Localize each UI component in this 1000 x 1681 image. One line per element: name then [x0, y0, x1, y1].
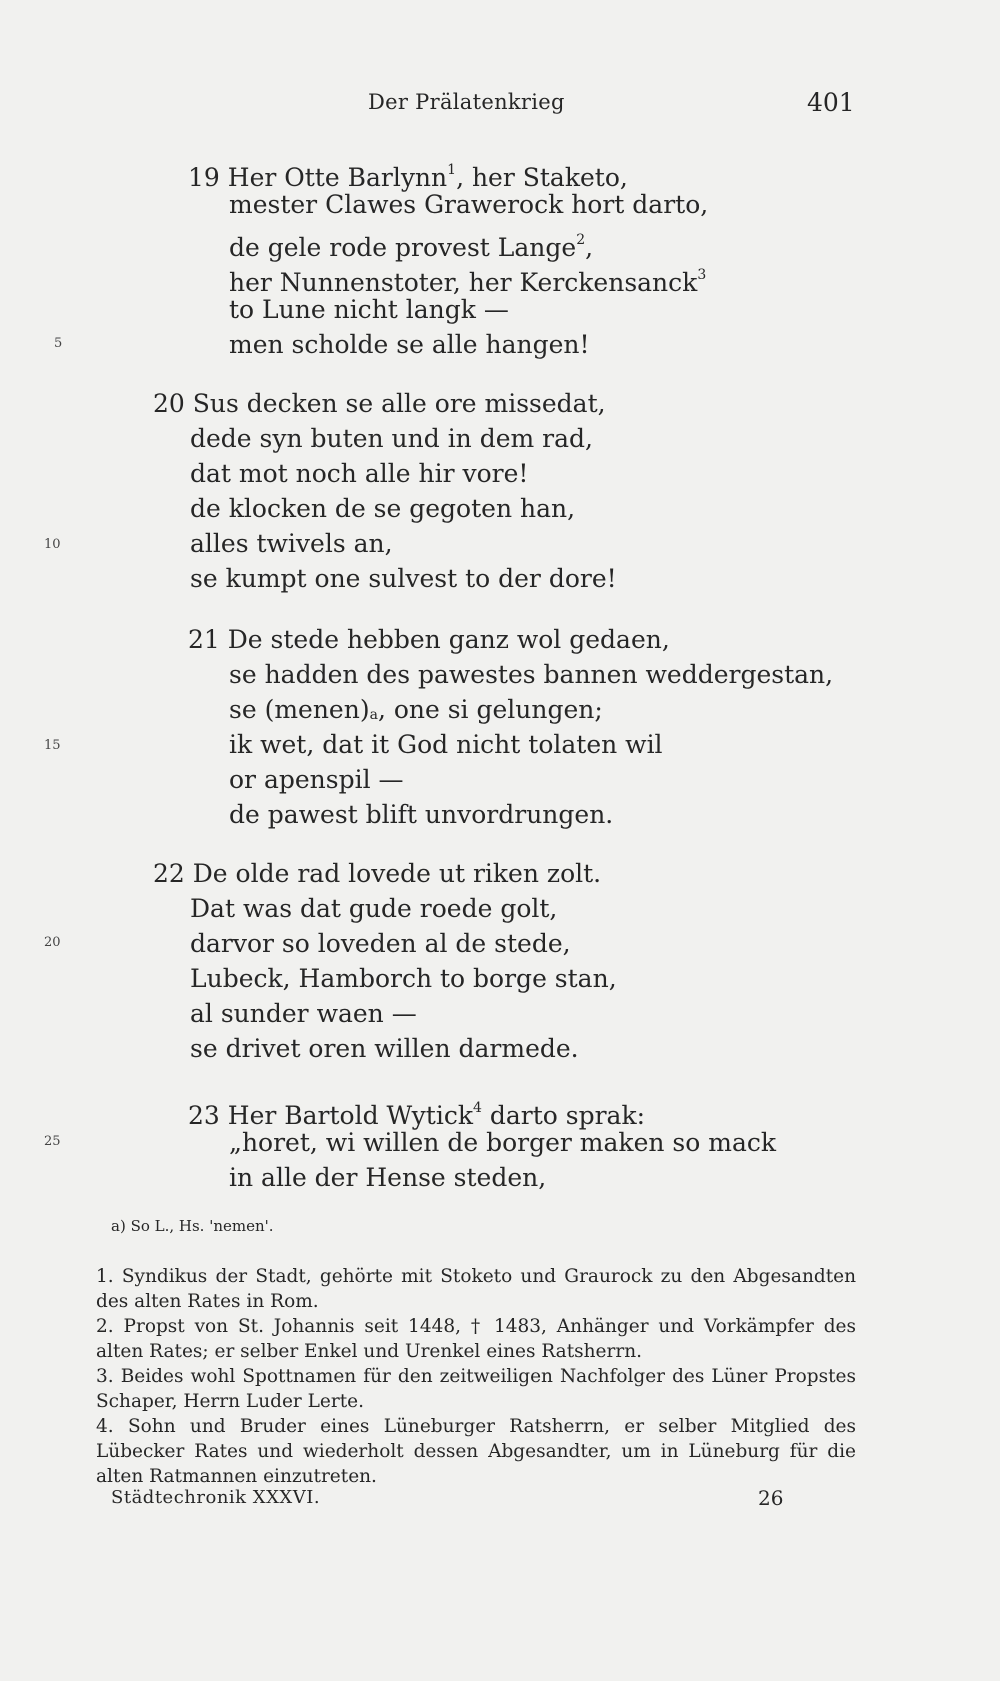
textual-note-ref: a: [369, 707, 378, 723]
verse-line: se drivet oren willen darmede.: [190, 1034, 579, 1063]
verse-line: se kumpt one sulvest to der dore!: [190, 564, 617, 593]
verse-line: 23 Her Bartold Wytick$^4$ darto sprak:: [188, 1091, 645, 1133]
footnote-4: 4. Sohn und Bruder eines Lüneburger Ratsherrn, er selber Mitglied des Lübecker Rates und wiederholt dessen Abgesandter, um in Lüneburg für die alten Ratmannen einzutreten.: [96, 1416, 856, 1487]
printer-signature: Städtechronik XXXVI.: [111, 1487, 321, 1508]
footnote-3: 3. Beides wohl Spottnamen für den zeitweiligen Nachfolger des Lüner Propstes Schaper, Herrn Luder Lerte.: [96, 1366, 856, 1412]
running-head: Der Prälatenkrieg: [368, 90, 565, 114]
verse-line: darvor so loveden al de stede,: [190, 929, 571, 958]
verse-line: se hadden des pawestes bannen weddergestan,: [229, 660, 834, 689]
verse-line: se (menen)a, one si gelungen;: [229, 695, 603, 724]
footnote-1: 1. Syndikus der Stadt, gehörte mit Stoketo und Graurock zu den Abgesandten des alten Rates in Rom.: [96, 1266, 856, 1312]
verse-line: „horet, wi willen de borger maken so mack: [229, 1128, 776, 1157]
footnote-2: 2. Propst von St. Johannis seit 1448, † 1483, Anhänger und Vorkämpfer des alten Rates; er selber Enkel und Urenkel eines Ratsherrn.: [96, 1316, 857, 1362]
verse-line: or apenspil —: [229, 765, 404, 794]
verse-line: ik wet, dat it God nicht tolaten wil: [229, 730, 663, 759]
verse-line: 21 De stede hebben ganz wol gedaen,: [188, 623, 670, 657]
stanza-number: 23: [188, 1101, 220, 1130]
line-number: 20: [44, 935, 61, 950]
footnote-ref: 4: [473, 1100, 482, 1116]
verse-line: mester Clawes Grawerock hort darto,: [229, 190, 709, 219]
line-number: 25: [44, 1134, 61, 1149]
verse-line: de pawest blift unvordrungen.: [229, 800, 614, 829]
verse-line: in alle der Hense steden,: [229, 1163, 547, 1192]
line-number: 15: [44, 738, 61, 753]
stanza-number: 19: [188, 163, 220, 192]
verse-line: men scholde se alle hangen!: [229, 330, 590, 359]
verse-line: 20 Sus decken se alle ore missedat,: [153, 387, 606, 421]
verse-line: Lubeck, Hamborch to borge stan,: [190, 964, 617, 993]
verse-line: dat mot noch alle hir vore!: [190, 459, 529, 488]
footnote-ref: 3: [697, 267, 707, 283]
verse-line: alles twivels an,: [190, 529, 393, 558]
page-number: 401: [807, 88, 855, 117]
verse-line: Dat was dat gude roede golt,: [190, 894, 558, 923]
verse-line: 22 De olde rad lovede ut riken zolt.: [153, 857, 601, 891]
verse-line: de klocken de se gegoten han,: [190, 494, 576, 523]
textual-note: a) So L., Hs. 'nemen'.: [111, 1217, 274, 1235]
stanza-number: 20: [153, 389, 185, 418]
line-number: 10: [44, 537, 61, 552]
stanza-number: 22: [153, 859, 185, 888]
verse-line: her Nunnenstoter, her Kerckensanck$^3$: [229, 267, 707, 297]
verse-line: dede syn buten und in dem rad,: [190, 424, 593, 453]
footnote-ref: 1: [447, 162, 457, 178]
verse-line: 19 Her Otte Barlynn$^1$, her Staketo,: [188, 153, 628, 195]
stanza-number: 21: [188, 625, 220, 654]
footnote-ref: 2: [576, 232, 586, 248]
sheet-number: 26: [758, 1486, 784, 1510]
verse-line: to Lune nicht langk —: [229, 295, 509, 324]
verse-line: de gele rode provest Lange$^2$,: [229, 232, 594, 262]
verse-line: al sunder waen —: [190, 999, 417, 1028]
line-number: 5: [54, 336, 63, 351]
